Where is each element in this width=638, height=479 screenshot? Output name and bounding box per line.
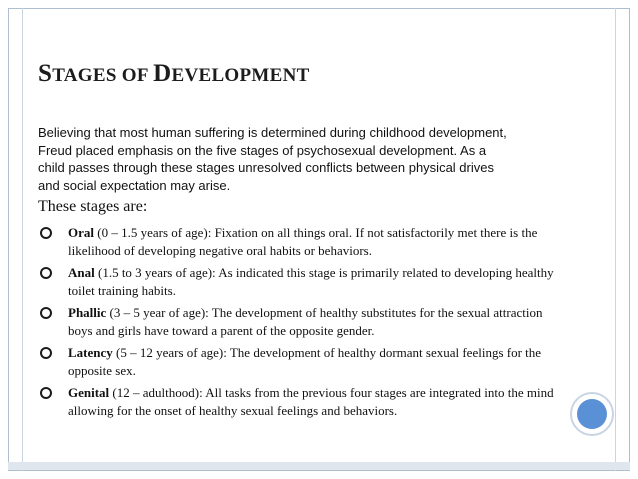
stage-description: (5 – 12 years of age): The development of healthy dormant sexual feelings for the opposite sex. (68, 345, 542, 378)
decorative-circle-icon (577, 399, 607, 429)
title-word-development: EVELOPMENT (171, 65, 310, 86)
title-word-stages: TAGES (52, 65, 122, 86)
stage-name: Phallic (68, 305, 107, 320)
list-item (38, 304, 558, 339)
stages-lead: These stages are: (38, 198, 148, 215)
stage-name: Anal (68, 265, 95, 280)
slide-title (38, 60, 310, 88)
stage-description: (12 – adulthood): All tasks from the previous four stages are integrated into the mind allowing for the onset of healthy sexual feelings and behaviors. (68, 385, 554, 418)
bullet-icon (40, 347, 52, 359)
stage-name: Latency (68, 345, 113, 360)
stages-list (38, 224, 558, 424)
bullet-icon (40, 307, 52, 319)
list-item (38, 344, 558, 379)
left-rule (22, 8, 23, 471)
stage-description: (3 – 5 year of age): The development of healthy substitutes for the sexual attraction boys and girls have toward a parent of the opposite gender. (68, 305, 543, 338)
intro-paragraph: Believing that most human suffering is determined during childhood development, Freud placed emphasis on the five stages of psychosexual development. As a child passes through these stages unresolved conflicts between physical drives and social expectation may arise. (38, 125, 507, 193)
stage-description: (0 – 1.5 years of age): Fixation on all things oral. If not satisfactorily met there is the likelihood of developing negative oral habits or behaviors. (68, 225, 538, 258)
list-item (38, 384, 558, 419)
title-initial-d: D (153, 60, 172, 87)
bottom-band (8, 462, 630, 470)
stage-name: Oral (68, 225, 94, 240)
bullet-icon (40, 387, 52, 399)
bullet-icon (40, 227, 52, 239)
title-word-of: OF (121, 65, 154, 86)
title-initial-s: S (38, 60, 53, 87)
list-item (38, 224, 558, 259)
list-item (38, 264, 558, 299)
bullet-icon (40, 267, 52, 279)
stage-description: (1.5 to 3 years of age): As indicated this stage is primarily related to developing healthy toilet training habits. (68, 265, 554, 298)
right-rule (615, 8, 616, 471)
stage-name: Genital (68, 385, 110, 400)
